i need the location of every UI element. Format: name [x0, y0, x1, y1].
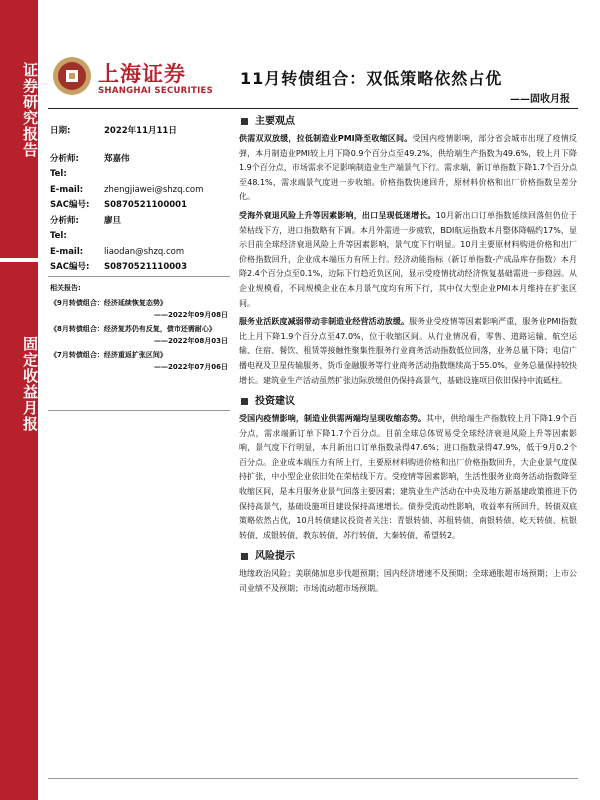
report-title: 11月转债组合：双低策略依然占优 [240, 69, 503, 88]
company-logo [50, 52, 230, 108]
sidebar [0, 0, 38, 800]
related-report-title[interactable]: 《9月转债组合：经济延续恢复态势》 [50, 299, 167, 307]
related-report-title[interactable]: 《8月转债组合：经济复苏仍有反复，债市还需耐心》 [50, 325, 216, 333]
related-report-date: ——2022年07月06日 [154, 363, 228, 371]
paragraph [239, 412, 577, 543]
section-heading-investment: 投资建议 [239, 392, 577, 412]
related-heading: 相关报告: [50, 284, 81, 292]
section-bullet-icon [241, 553, 248, 560]
paragraph [239, 209, 577, 311]
section-heading-risk: 风险提示 [239, 547, 577, 567]
sidebar-label-research: 证券研究报告 [21, 62, 39, 158]
paragraph-body: 受国内疫情影响，部分省会城市出现了疫情反弹，本月制造业PMI较上月下降0.9个百分点至49.2%，供给端生产指数为49.6%，较上月下降1.9个百分点，市场需求不足影响制造业生产端景气下行。需求端，新订单指数下降1.7个百分点至48.1%，需求端景气度进一步收缩。价格指数快速回升，原材料价格和出厂价格指数呈差分化。 [239, 134, 577, 202]
section-bullet-icon [241, 118, 248, 125]
analyst1-email-label: E-mail: [50, 184, 84, 195]
paragraph [239, 132, 577, 205]
analyst2-tel-label: Tel: [50, 231, 67, 241]
section-bullet-icon [241, 398, 248, 405]
report-subtitle: ——固收月报 [510, 94, 570, 105]
related-report-date: ——2022年08月03日 [154, 337, 228, 345]
analyst2-sac: S0870521110003 [104, 262, 188, 272]
analyst2-sac-label: SAC编号: [50, 262, 90, 272]
logo-name-en: SHANGHAI SECURITIES [98, 86, 214, 96]
analyst2-name: 廖旦 [104, 215, 122, 226]
analyst1-tel-label: Tel: [50, 169, 67, 179]
analyst2-email-label: E-mail: [50, 246, 84, 257]
related-report-date: ——2022年09月08日 [154, 311, 228, 319]
related-report-title[interactable]: 《7月转债组合：经济重返扩张区间》 [50, 351, 167, 359]
related-divider-bottom [48, 410, 230, 411]
related-reports [50, 282, 228, 375]
logo-mark-icon [52, 56, 92, 96]
paragraph-lead: 受国内疫情影响，制造业供需两端均呈现收缩态势。 [239, 414, 427, 424]
analyst1-email[interactable]: zhengjiawei@shzq.com [104, 184, 204, 195]
header-divider [48, 108, 578, 109]
analyst1-sac-label: SAC编号: [50, 200, 90, 210]
sidebar-label-monthly: 固定收益月报 [21, 336, 39, 432]
report-meta [50, 124, 230, 276]
paragraph-lead: 服务业活跃度减弱带动非制造业经营活动放缓。 [239, 317, 410, 327]
paragraph-body: 其中，供给端生产指数较上月下降1.9个百分点，需求端新订单下降1.7个百分点。目前全球总体贸易受全球经济衰退风险上升等因素影响，景气度下行明显，本月新出口订单指数录得47.6%；进口指数录得47.9%，低于9月0.2个百分点。企业成本端压力有所上行，主要原材料购进价格和出厂价格指数回升，大企业景气度保持扩张，中小型企业依旧处在荣枯线下方。受疫情等因素影响，生活性服务业商务活动指数降至收缩区间，是本月服务业景气回落主要因素；建筑业生产活动在中央及地方新基建政策推进下仍保持高景气，基础设施项目建设保持高速增长。债券受流动性影响，收益率有所回升，转债双底策略依然占优，10月转债建议投资者关注：青银转债、苏租转债、南银转债、屹天转债、杭银转债、成银转债、教东转债、苏行转债、大秦转债、希望转2。 [239, 414, 577, 540]
analyst2-label: 分析师: [50, 215, 79, 226]
main-content [239, 112, 577, 601]
date-value: 2022年11月11日 [104, 126, 177, 136]
related-divider-top [48, 276, 230, 277]
footer-divider [48, 778, 578, 779]
section-heading-main-points: 主要观点 [239, 112, 577, 132]
paragraph-lead: 受海外衰退风险上升等因素影响，出口呈现低迷增长。 [239, 210, 436, 220]
paragraph-lead: 供需双双放缓，拉低制造业PMI降至收缩区间。 [239, 134, 413, 143]
date-label: 日期: [50, 126, 71, 136]
paragraph [239, 315, 577, 388]
analyst1-name: 郑嘉伟 [104, 153, 130, 164]
paragraph-body: 地缘政治风险；美联储加息步伐超预期；国内经济增速不及预期；全球通胀超市场预期；上市公司业绩不及预期；市场流动超市场预期。 [239, 569, 577, 594]
paragraph-body: 服务业受疫情等因素影响严重，服务业PMI指数比上月下降1.9个百分点至47.0%，位于收缩区间。从行业情况看，零售、道路运输、航空运输、住宿、餐饮、租赁等接触性聚集性服务行业商务活动指数低位回落，业务总量下降；电信广播电视及卫星传输服务、货币金融服务等行业商务活动指数继续高于55.0%，业务总量保持较快增长。建筑业生产活动虽然扩张边际放缓但仍保持高景气，基础设施项目依旧保持中流砥柱。 [239, 317, 578, 385]
logo-name-cn: 上海证券 [98, 62, 186, 86]
analyst2-email[interactable]: liaodan@shzq.com [104, 246, 185, 257]
analyst1-sac: S0870521100001 [104, 200, 188, 210]
paragraph [239, 567, 577, 596]
paragraph-body: 10月新出口订单指数延续回落但仍位于荣枯线下方，进口指数略有下调。本月外需进一步疲软，BDI航运指数本月整体降幅约17%，显示目前全球经济衰退风险上升等因素影响，景气度下行明显。10月主要原材料购进价格和出厂价格指数回升，企业成本端压力有所上行。经济动能指标（新订单指数-产成品库存指数）本月降2.4个百分点至0.1%，边际下行趋近负区间，显示受疫情扰动经济恢复基础需进一步稳固。从企业规模看，不同规模企业在本月景气度均有所下行，其中仅大型企业PMI本月维持在扩张区间。 [239, 210, 577, 308]
analyst1-label: 分析师: [50, 153, 79, 164]
